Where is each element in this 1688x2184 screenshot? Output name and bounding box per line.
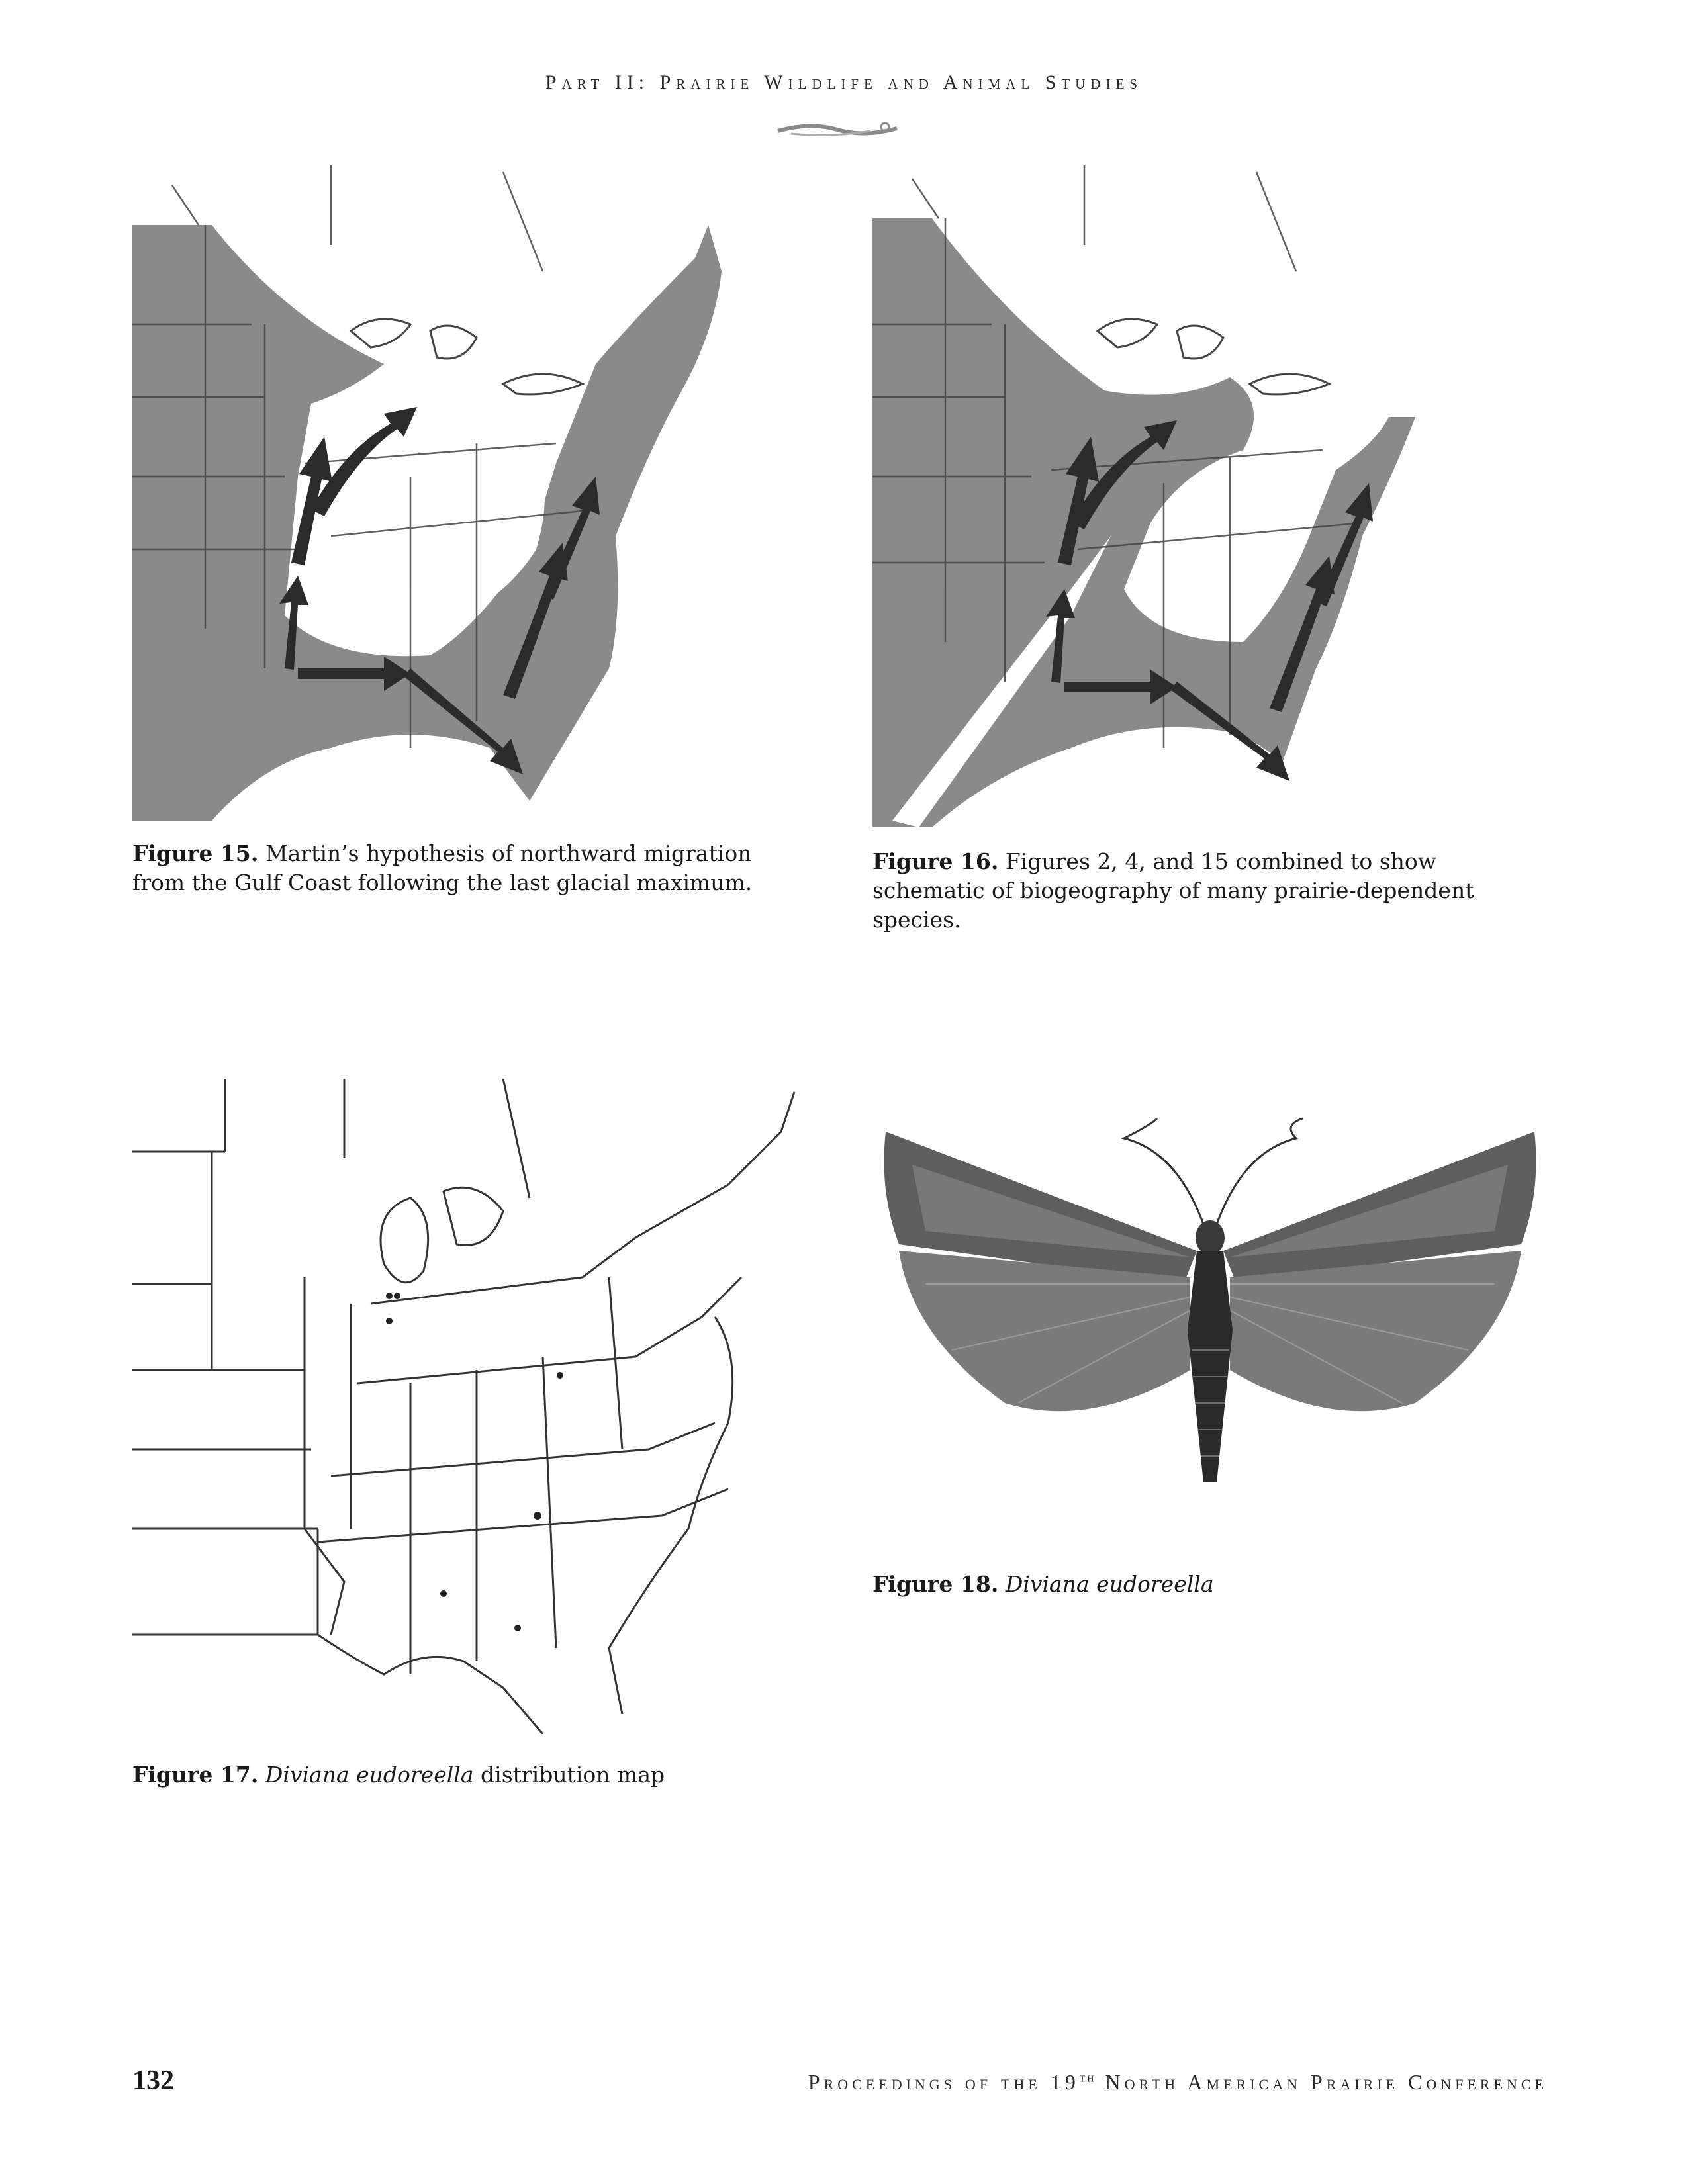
figure-16-label: Figure 16. [872,848,999,874]
figure-17-caption [132,1760,801,1790]
figure-17-species: Diviana eudoreella [265,1762,474,1788]
figure-18-species: Diviana eudoreella [1005,1571,1214,1597]
footer-title-post: North American Prairie Conference [1096,2070,1548,2094]
figure-17-map [132,1079,808,1734]
footer-title-sup: th [1079,2070,1096,2085]
figure-18-label: Figure 18. [872,1571,999,1597]
figure-17-text: distribution map [481,1762,665,1788]
figure-16-text: Figures 2, 4, and 15 combined to show schematic of biogeography of many prairie-dependent species. [872,848,1474,933]
figure-15-caption [132,839,801,897]
figure-15-map [132,165,781,821]
figure-16-caption [872,847,1554,934]
ornament-flourish-icon [771,119,904,139]
figure-17-label: Figure 17. [132,1762,259,1788]
figure-18-caption [872,1570,1554,1599]
figure-15-label: Figure 15. [132,841,259,866]
figure-16-map [872,165,1548,827]
footer-title-pre: Proceedings of the 19 [808,2070,1080,2094]
footer-title [621,2070,1548,2095]
figure-18-moth-image [872,1112,1548,1535]
page-number: 132 [132,2066,174,2096]
running-head: Part II: Prairie Wildlife and Animal Studies [545,71,1143,93]
figure-15-text: Martin’s hypothesis of northward migration from the Gulf Coast following the last glacial maximum. [132,841,753,895]
